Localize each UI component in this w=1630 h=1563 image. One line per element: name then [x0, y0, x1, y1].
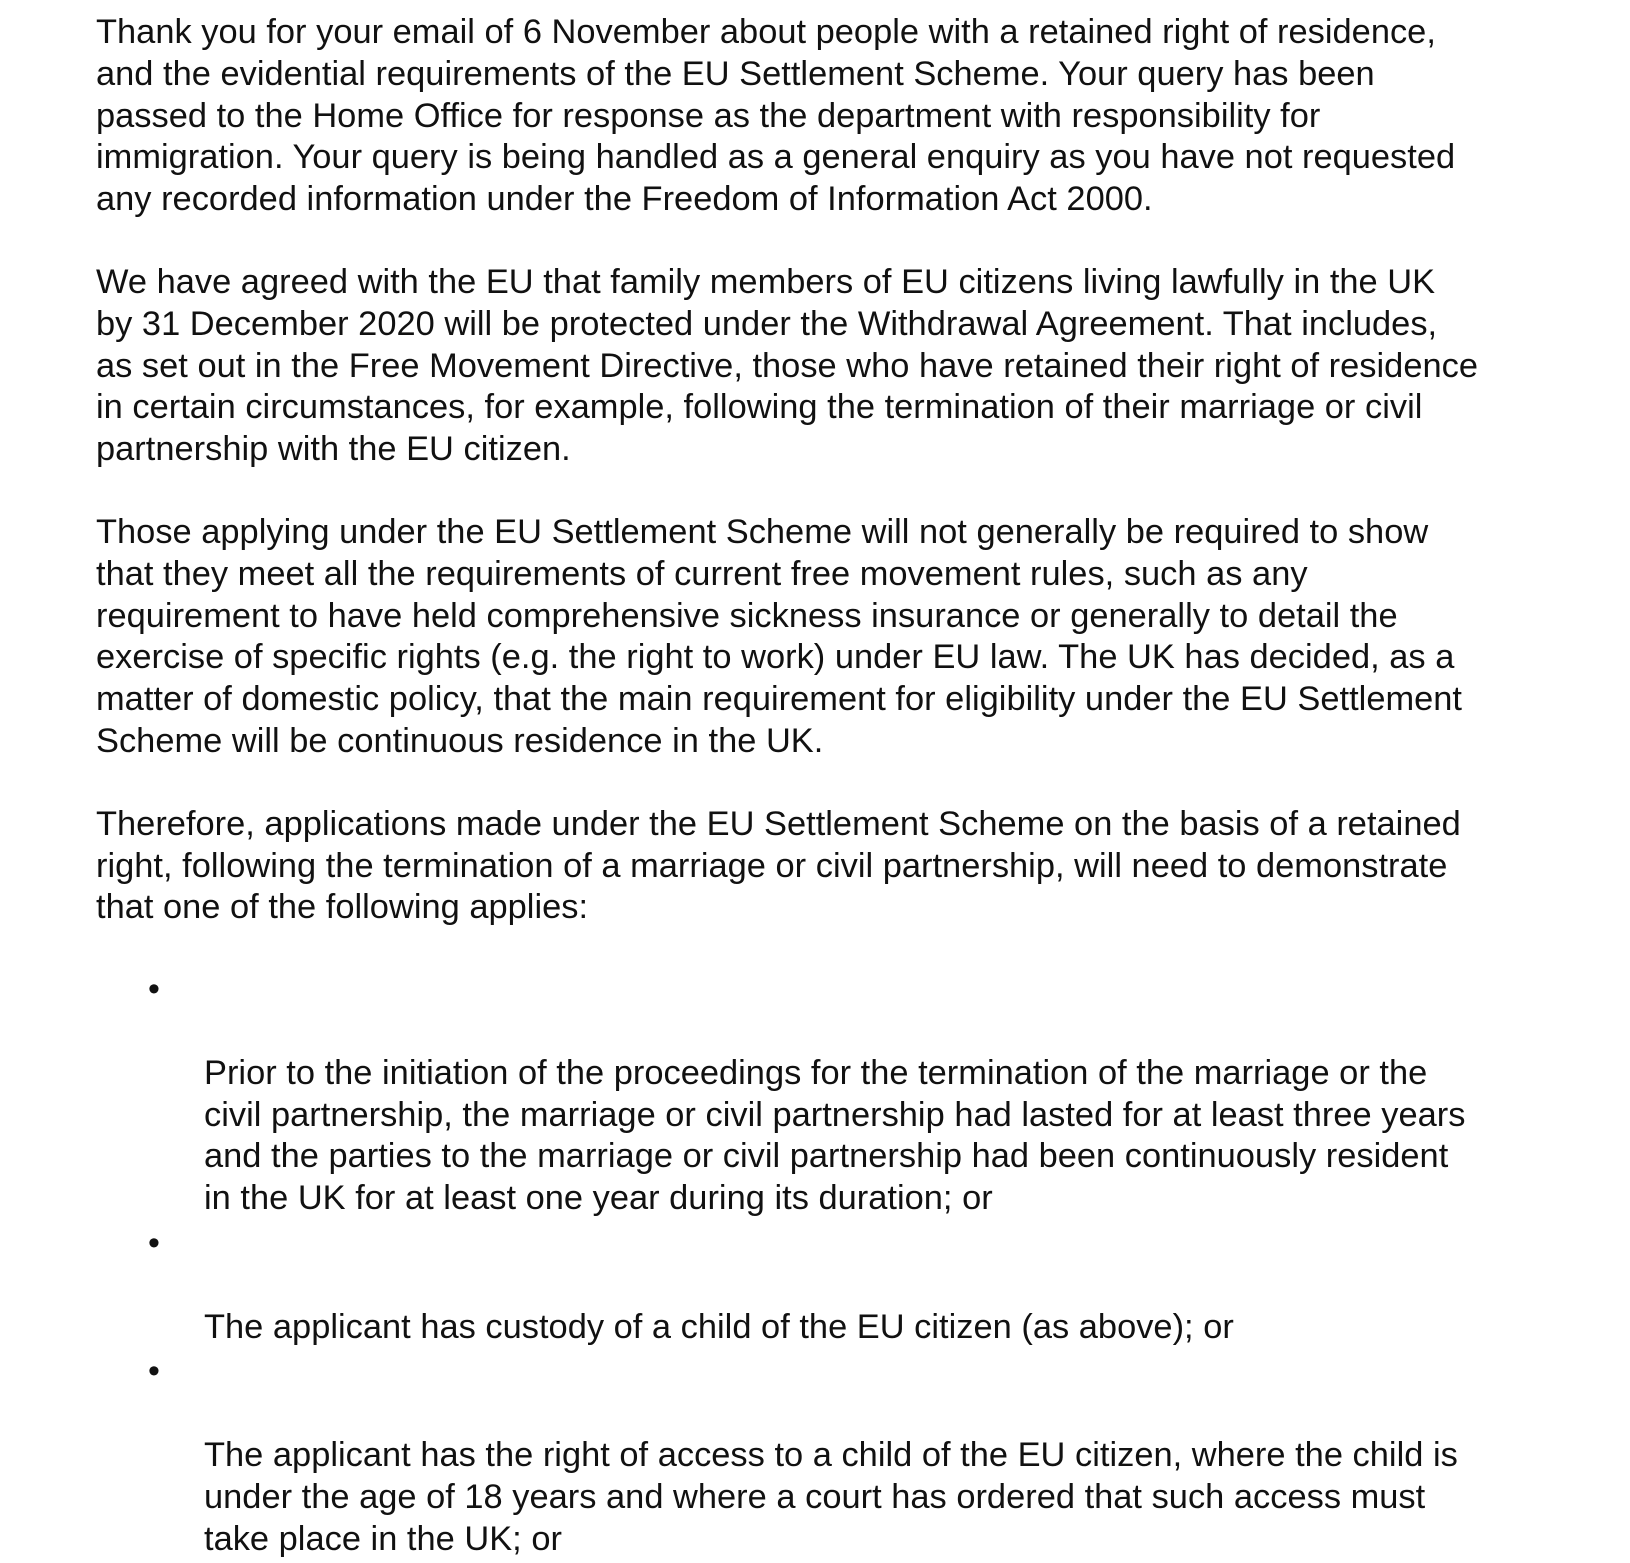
- list-item: [148, 1223, 1556, 1348]
- list-item-text: Prior to the initiation of the proceedings for the termination of the marriage or the civil partnership, the marriage or civil partnership had lasted for at least three years and the parties to the marriage or civil partnership had been continuously resident in the UK for at least one year during its duration; or: [204, 1053, 1466, 1218]
- list-item: [148, 969, 1556, 1220]
- list-item-text: The applicant has custody of a child of the EU citizen (as above); or: [204, 1307, 1234, 1346]
- bullet-icon: •: [148, 1352, 160, 1391]
- paragraph-retained-right-conditions: Therefore, applications made under the EU Settlement Scheme on the basis of a retained right, following the termination of a marriage or civil partnership, will need to demonstrate that one of the following applies:: [96, 804, 1461, 927]
- bullet-icon: •: [148, 970, 160, 1009]
- conditions-list: [96, 969, 1556, 1560]
- list-item-text: The applicant has the right of access to a child of the EU citizen, where the child is under the age of 18 years and where a court has ordered that such access must take place in the UK; or: [204, 1435, 1458, 1558]
- bullet-icon: •: [148, 1223, 160, 1262]
- paragraph-acknowledgement: Thank you for your email of 6 November about people with a retained right of residence, and the evidential requirements of the EU Settlement Scheme. Your query has been passed to the Home Office for response as the department with responsibility for immigration. Your query is being handled as a general enquiry as you have not requested any recorded information under the Freedom of Information Act 2000.: [96, 13, 1456, 219]
- paragraph-eligibility-requirements: Those applying under the EU Settlement Scheme will not generally be required to show that they meet all the requirements of current free movement rules, such as any requirement to have held comprehensive sickness insurance or generally to detail the exercise of specific rights (e.g. the right to work) under EU law. The UK has decided, as a matter of domestic policy, that the main requirement for eligibility under the EU Settlement Scheme will be continuous residence in the UK.: [96, 512, 1462, 760]
- paragraph-withdrawal-agreement: We have agreed with the EU that family members of EU citizens living lawfully in the UK by 31 December 2020 will be protected under the Withdrawal Agreement. That includes, as set out in the Free Movement Directive, those who have retained their right of residence in certain circumstances, for example, following the termination of their marriage or civil partnership with the EU citizen.: [96, 262, 1478, 469]
- list-item: [148, 1351, 1556, 1560]
- letter-body: [96, 12, 1556, 1563]
